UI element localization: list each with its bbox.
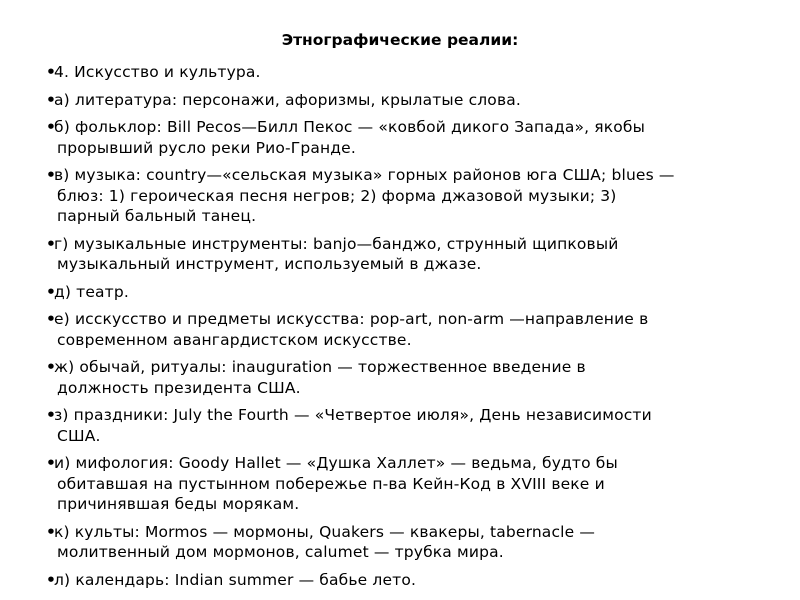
- list-item-line: 4. Искусство и культура.: [54, 63, 261, 81]
- list-item-line: должность президента США.: [57, 378, 301, 397]
- bullet-marker: •: [46, 522, 57, 541]
- list-item: [48, 90, 768, 111]
- bullet-marker: •: [46, 166, 57, 184]
- list-item-line: молитвенный дом мормонов, calumet — трубка мира.: [57, 543, 504, 561]
- bullet-marker: •: [46, 118, 57, 136]
- list-item: [48, 522, 768, 563]
- list-item: [48, 405, 768, 446]
- bullet-marker: •: [46, 406, 57, 424]
- list-item-line: е) исскусство и предметы искусства: pop-art, non-arm —направление в: [54, 310, 649, 328]
- list-item: [48, 357, 768, 398]
- list-item-line: США.: [57, 426, 101, 445]
- list-item-line: л) календарь: Indian summer — бабье лето.: [54, 570, 417, 589]
- list-item: [48, 570, 768, 591]
- bullet-list: [48, 62, 768, 597]
- list-item-line: а) литература: персонажи, афоризмы, крылатые слова.: [54, 90, 521, 109]
- bullet-marker: •: [46, 234, 57, 253]
- list-item-line: прорывший русло реки Рио-Гранде.: [57, 138, 356, 157]
- list-item-line: к) культы: Mormos — мормоны, Quakers — квакеры, tabernacle —: [54, 522, 595, 541]
- list-item-line: б) фольклор: Bill Pecos—Билл Пекос — «ковбой дикого Запада», якобы: [54, 118, 645, 136]
- list-item-line: д) театр.: [54, 282, 129, 301]
- list-item-line: г) музыкальные инструменты: banjo—банджо, струнный щипковый: [54, 234, 619, 253]
- slide-title: Этнографические реалии:: [281, 31, 519, 49]
- list-item-line: музыкальный инструмент, используемый в джазе.: [57, 255, 482, 273]
- list-item: [48, 453, 768, 515]
- bullet-marker: •: [46, 310, 57, 328]
- list-item: [48, 234, 768, 275]
- list-item: [48, 309, 768, 350]
- list-item-line: блюз: 1) героическая песня негров; 2) форма джазовой музыки; 3): [57, 186, 617, 205]
- list-item: [48, 282, 768, 303]
- bullet-marker: •: [46, 63, 57, 81]
- list-item-line: з) праздники: July the Fourth — «Четвертое июля», День независимости: [54, 406, 652, 424]
- list-item-line: обитавшая на пустынном побережье п-ва Кейн-Код в XVIII веке и: [57, 474, 605, 493]
- bullet-marker: •: [46, 90, 57, 109]
- bullet-marker: •: [46, 282, 57, 301]
- list-item-line: причинявшая беды морякам.: [57, 495, 300, 513]
- bullet-marker: •: [46, 454, 57, 472]
- bullet-marker: •: [46, 358, 57, 376]
- list-item-line: парный бальный танец.: [57, 207, 257, 225]
- list-item-line: современном авангардистском искусстве.: [57, 330, 412, 349]
- list-item-line: в) музыка: country—«сельская музыка» горных районов юга США; blues —: [54, 166, 675, 184]
- list-item: [48, 117, 768, 158]
- list-item: [48, 62, 768, 83]
- list-item-line: и) мифология: Goody Hallet — «Душка Халлет» — ведьма, будто бы: [54, 454, 618, 472]
- list-item-line: ж) обычай, ритуалы: inauguration — торжественное введение в: [54, 358, 586, 376]
- list-item: [48, 165, 768, 227]
- bullet-marker: •: [46, 570, 57, 589]
